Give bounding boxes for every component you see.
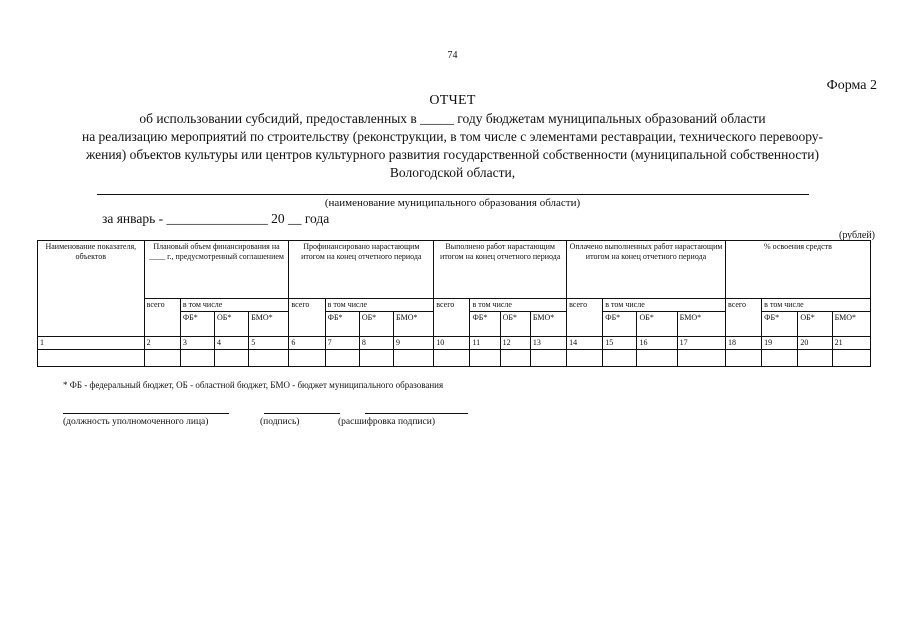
subheader-incl: в том числе xyxy=(762,299,871,312)
report-table xyxy=(37,240,871,367)
subheader-total: всего xyxy=(144,299,180,337)
subheader-incl: в том числе xyxy=(603,299,726,312)
subheader-incl: в том числе xyxy=(325,299,434,312)
column-number: 14 xyxy=(567,337,603,350)
column-number: 4 xyxy=(215,337,249,350)
column-number: 17 xyxy=(677,337,725,350)
subheader-fb: ФБ* xyxy=(762,312,798,337)
position-signature-line xyxy=(63,413,229,414)
footnote: * ФБ - федеральный бюджет, ОБ - областной бюджет, БМО - бюджет муниципального образования xyxy=(63,380,444,390)
subheader-ob: ОБ* xyxy=(359,312,393,337)
municipality-name-blank-line xyxy=(97,194,809,195)
subheader-ob: ОБ* xyxy=(798,312,832,337)
column-number: 2 xyxy=(144,337,180,350)
subheader-incl: в том числе xyxy=(180,299,289,312)
empty-data-row xyxy=(38,350,871,367)
subheader-fb: ФБ* xyxy=(603,312,637,337)
header-financed: Профинансировано нарастающим итогом на конец отчетного периода xyxy=(289,241,434,299)
subheader-bmo: БМО* xyxy=(249,312,289,337)
decoding-signature-line xyxy=(365,413,468,414)
column-number: 5 xyxy=(249,337,289,350)
reporting-period-line: за январь - _______________ 20 __ года xyxy=(102,211,330,226)
position-caption: (должность уполномоченного лица) xyxy=(63,417,209,427)
header-paid: Оплачено выполненных работ нарастающим итогом на конец отчетного периода xyxy=(567,241,726,299)
subheader-total: всего xyxy=(567,299,603,337)
header-planned: Плановый объем финансирования на ____ г., предусмотренный соглашением xyxy=(144,241,289,299)
subheader-bmo: БМО* xyxy=(677,312,725,337)
title-block xyxy=(0,92,905,182)
column-number: 12 xyxy=(500,337,530,350)
form-label: Форма 2 xyxy=(826,78,877,93)
subheader-fb: ФБ* xyxy=(470,312,500,337)
column-number: 18 xyxy=(725,337,761,350)
column-number: 11 xyxy=(470,337,500,350)
column-number: 16 xyxy=(637,337,677,350)
signature-caption: (подпись) xyxy=(260,417,300,427)
subheader-total: всего xyxy=(289,299,325,337)
column-number: 6 xyxy=(289,337,325,350)
report-title: ОТЧЕТ xyxy=(429,93,476,108)
subheader-total: всего xyxy=(725,299,761,337)
column-number: 3 xyxy=(180,337,214,350)
subheader-incl: в том числе xyxy=(470,299,567,312)
header-completed: Выполнено работ нарастающим итогом на конец отчетного периода xyxy=(434,241,567,299)
column-number: 8 xyxy=(359,337,393,350)
header-percent: % освоения средств xyxy=(725,241,870,299)
title-line-2: на реализацию мероприятий по строительству (реконструкции, в том числе с элементами реставрации, технического перевоору- xyxy=(81,129,824,144)
column-number-row xyxy=(38,337,871,350)
column-number: 13 xyxy=(530,337,566,350)
subheader-total: всего xyxy=(434,299,470,337)
column-number: 19 xyxy=(762,337,798,350)
units-label: (рублей) xyxy=(838,230,875,241)
subheader-bmo: БМО* xyxy=(832,312,870,337)
column-number: 1 xyxy=(38,337,145,350)
page-number: 74 xyxy=(447,50,458,61)
column-number: 20 xyxy=(798,337,832,350)
subheader-bmo: БМО* xyxy=(394,312,434,337)
subheader-ob: ОБ* xyxy=(637,312,677,337)
decoding-caption: (расшифровка подписи) xyxy=(338,417,435,427)
column-number: 21 xyxy=(832,337,870,350)
municipality-name-caption: (наименование муниципального образования области) xyxy=(324,197,581,209)
subheader-ob: ОБ* xyxy=(215,312,249,337)
subheader-bmo: БМО* xyxy=(530,312,566,337)
column-number: 7 xyxy=(325,337,359,350)
column-number: 10 xyxy=(434,337,470,350)
title-line-1: об использовании субсидий, предоставленных в _____ году бюджетам муниципальных образований области xyxy=(139,111,766,126)
title-line-3: жения) объектов культуры или центров культурного развития государственной собственности (муниципальной собственности) xyxy=(85,147,820,162)
column-number: 15 xyxy=(603,337,637,350)
subheader-fb: ФБ* xyxy=(325,312,359,337)
header-name: Наименование показателя, объектов xyxy=(38,241,145,337)
title-line-4: Вологодской области, xyxy=(389,165,516,180)
subheader-ob: ОБ* xyxy=(500,312,530,337)
column-number: 9 xyxy=(394,337,434,350)
signature-line xyxy=(264,413,340,414)
subheader-fb: ФБ* xyxy=(180,312,214,337)
